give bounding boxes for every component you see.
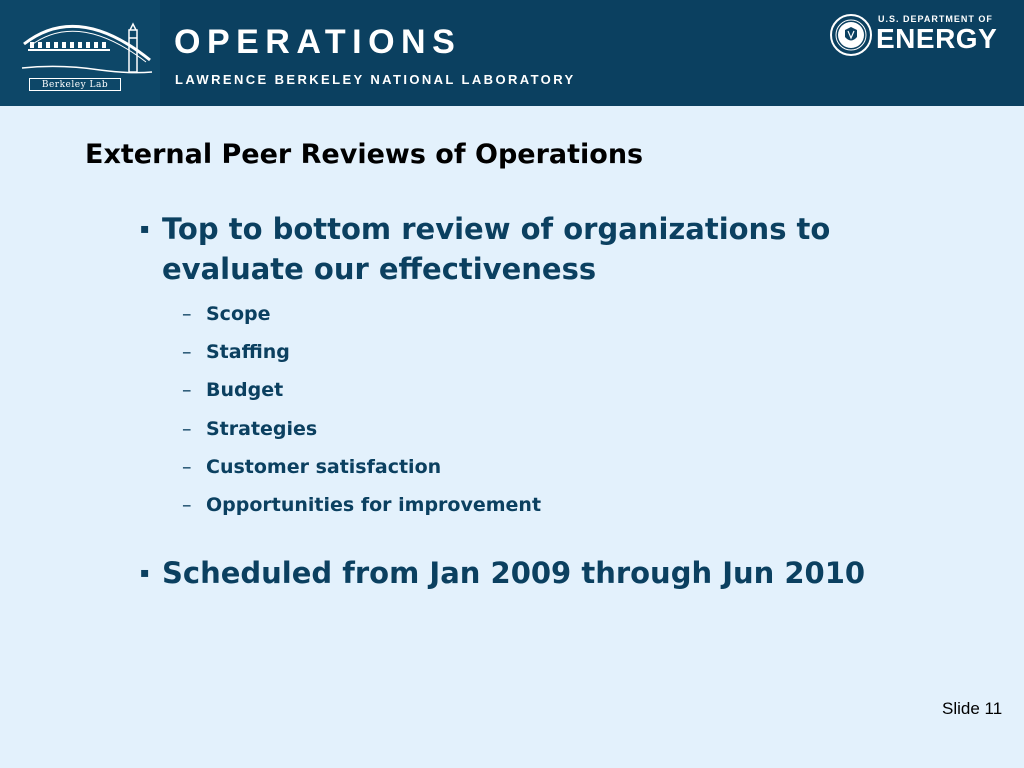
slide-number: Slide 11: [942, 699, 1003, 718]
header-banner: [0, 0, 1024, 106]
header-subtitle: LAWRENCE BERKELEY NATIONAL LABORATORY: [175, 72, 576, 87]
berkeley-lab-label: Berkeley Lab: [29, 78, 121, 91]
doe-agency-label: U.S. DEPARTMENT OF: [878, 14, 993, 24]
sub-bullet-text: Strategies: [206, 417, 318, 440]
dash-marker: –: [182, 303, 192, 325]
square-bullet-icon: ▪: [140, 221, 150, 237]
dash-marker: –: [182, 341, 192, 364]
dash-marker: –: [182, 493, 192, 516]
slide-title: External Peer Reviews of Operations: [85, 139, 644, 170]
sub-bullet-text: Scope: [206, 303, 271, 325]
berkeley-lab-logo: [0, 0, 160, 106]
header-title: OPERATIONS: [174, 23, 462, 61]
sub-bullet-text: Opportunities for improvement: [206, 493, 542, 516]
sub-bullet-text: Staffing: [206, 341, 290, 364]
bullet-text: Top to bottom review of organizations to evaluate our effectiveness: [162, 212, 831, 286]
doe-energy-label: ENERGY: [876, 23, 998, 54]
bullet-text: Scheduled from Jan 2009 through Jun 2010: [162, 556, 866, 590]
square-bullet-icon: ▪: [140, 565, 150, 581]
sub-bullet-text: Customer satisfaction: [206, 455, 442, 478]
sub-bullet-text: Budget: [206, 379, 284, 402]
dash-marker: –: [182, 455, 192, 478]
dash-marker: –: [182, 417, 192, 440]
doe-seal-icon: [829, 13, 873, 57]
dash-marker: –: [182, 379, 192, 402]
